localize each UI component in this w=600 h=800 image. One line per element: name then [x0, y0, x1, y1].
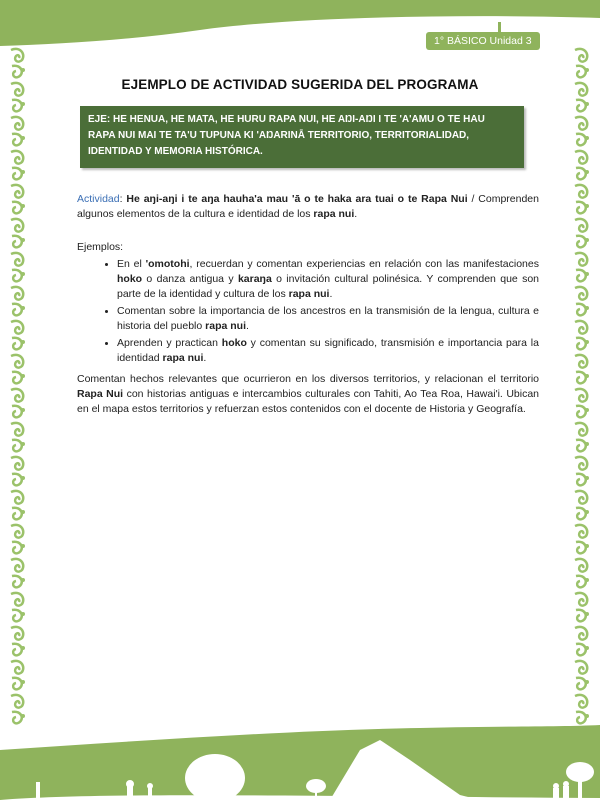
activity-title: He aŋi-aŋi i te aŋa hauha'a mau 'ā o te haka ara tuai o te Rapa Nui [126, 193, 468, 205]
page-title: EJEMPLO DE ACTIVIDAD SUGERIDA DEL PROGRAMA [121, 77, 479, 92]
example-item: • Aprenden y practican hoko y comentan su significado, transmisión e importancia para la identidad rapa nui. [117, 336, 539, 366]
grade-unit-badge: 1° BÁSICO Unidad 3 [426, 32, 540, 50]
right-ornamental-border [572, 46, 592, 726]
activity-label: Actividad [77, 193, 120, 205]
left-ornamental-border [8, 46, 28, 726]
bottom-landscape-band [0, 700, 600, 800]
example-item: • En el 'omotohi, recuerdan y comentan experiencias en relación con las manifestaciones hoko o danza antigua y karaŋa o invitación cultural polinésica. Y comprenden que son parte de la identidad y cultura de los rapa nui. [117, 257, 539, 302]
example-item: • Comentan sobre la importancia de los ancestros en la transmisión de la lengua, cultura e historia del pueblo rapa nui. [117, 304, 539, 334]
activity-paragraph: Actividad: He aŋi-aŋi i te aŋa hauha'a mau 'ā o te haka ara tuai o te Rapa Nui / Comprenden algunos elementos de la cultura e identidad de los rapa nui. [77, 193, 539, 220]
examples-list [77, 257, 539, 366]
closing-paragraph: Comentan hechos relevantes que ocurrieron en los diversos territorios, y relacionan el territorio Rapa Nui con historias antiguas e intercambios culturales con Tahiti, Ao Tea Roa, Hawai'i. Ubican en el mapa estos territorios y refuerzan estos contenidos con el docente de Historia y Geografía. [77, 373, 539, 415]
examples-label: Ejemplos: [77, 241, 124, 253]
eje-banner: EJE: HE HENUA, HE MATA, HE HURU RAPA NUI, HE AŊI-AŊI I TE 'A'AMU O TE HAU RAPA NUI MAI TE TA'U TUPUNA KI 'AŊARINĀ TERRITORIO, TERRITORIALIDAD, IDENTIDAD Y MEMORIA HISTÓRICA. [80, 106, 524, 168]
document-body [77, 192, 539, 428]
